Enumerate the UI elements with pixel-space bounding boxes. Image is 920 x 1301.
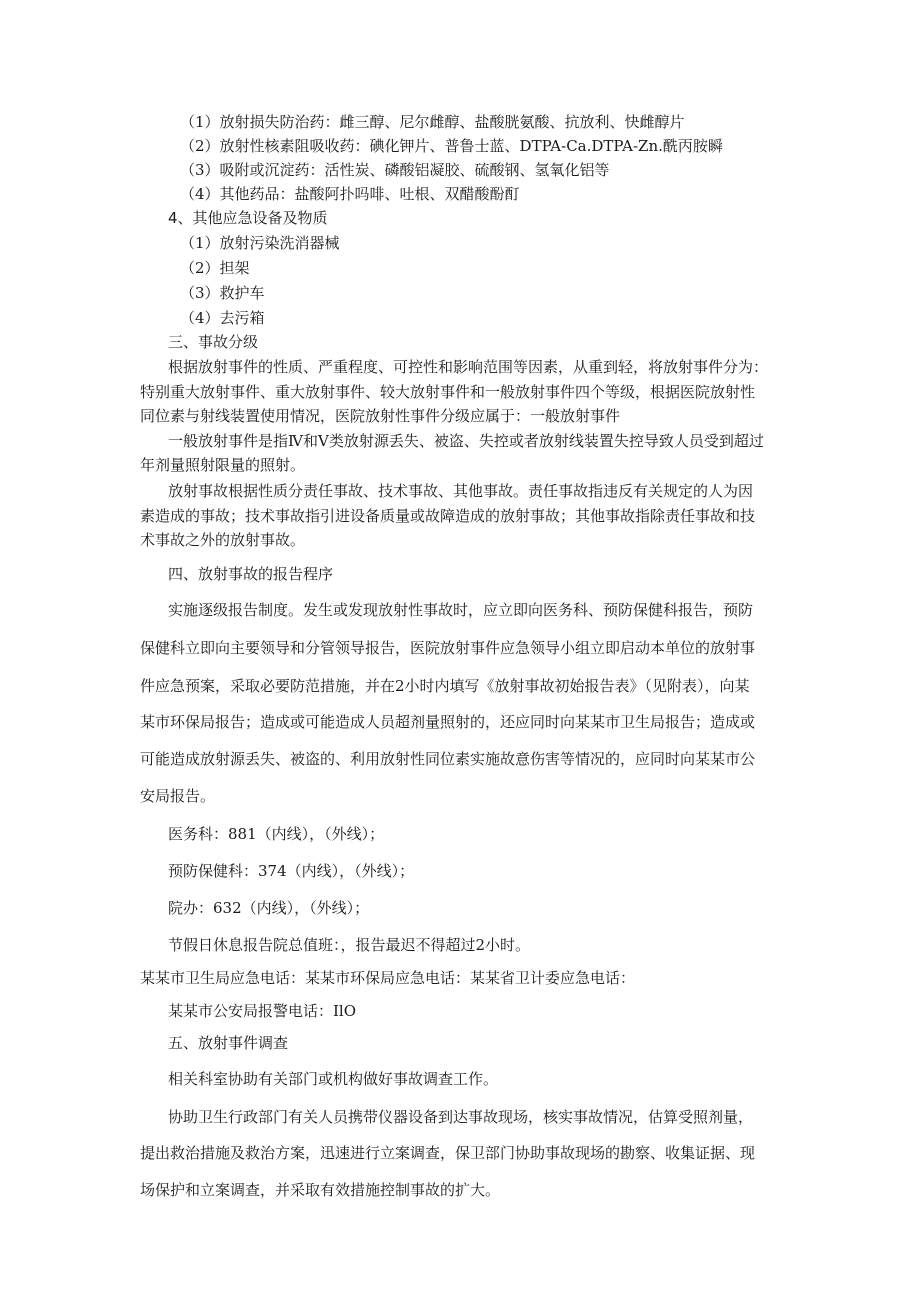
equipment-item-4: （4）去污箱 xyxy=(180,309,265,327)
section-3-p1-line-1: 根据放射事件的性质、严重程度、可控性和影响范围等因素，从重到轻，将放射事件分为： xyxy=(168,358,769,376)
section-5-p2-line-1: 协助卫生行政部门有关人员携带仪器设备到达事故现场，核实事故情况，估算受照剂量， xyxy=(168,1108,754,1126)
equipment-item-2: （2）担架 xyxy=(180,259,250,277)
section-4-p1-line-6: 安局报告。 xyxy=(140,787,216,805)
section-3-heading: 三、事故分级 xyxy=(168,333,259,351)
section-3-p1-line-3: 同位素与射线装置使用情况，医院放射性事件分级应属于：一般放射事件 xyxy=(140,407,621,425)
equipment-item-1: （1）放射污染洗消器械 xyxy=(180,234,340,252)
section-4-p1-line-4: 某市环保局报告；造成或可能造成人员超剂量照射的，还应同时向某某市卫生局报告；造成或 xyxy=(140,713,756,731)
section-3-p2-line-1: 一般放射事件是指Ⅳ和Ⅴ类放射源丢失、被盗、失控或者放射线装置失控导致人员受到超过 xyxy=(168,432,764,450)
drug-item-3: （3）吸附或沉淀药：活性炭、磷酸铝凝胶、硫酸钢、氢氧化铝等 xyxy=(180,161,610,179)
section-5-p2-line-2: 提出救治措施及救治方案，迅速进行立案调查，保卫部门协助事故现场的勘察、收集证据、现 xyxy=(140,1144,756,1162)
section-3-p1-line-2: 特别重大放射事件、重大放射事件、较大放射事件和一般放射事件四个等级，根据医院放射性 xyxy=(140,383,756,401)
drug-item-4: （4）其他药品：盐酸阿扑吗啡、吐根、双醋酸酚酊 xyxy=(180,185,520,203)
police-phone: 某某市公安局报警电话：IlO xyxy=(168,1002,357,1020)
section-5-p1: 相关科室协助有关部门或机构做好事故调查工作。 xyxy=(168,1070,499,1088)
section-4-p1-line-2: 保健科立即向主要领导和分管领导报告，医院放射事件应急领导小组立即启动本单位的放射事 xyxy=(140,639,756,657)
section-3-p3-line-1: 放射事故根据性质分责任事故、技术事故、其他事故。责任事故指违反有关规定的人为因 xyxy=(168,482,754,500)
contact-hospital-office: 院办：632（内线），（外线）； xyxy=(168,899,370,917)
drug-item-1: （1）放射损失防治药：雌三醇、尼尔雌醇、盐酸胱氨酸、抗放利、快雌醇片 xyxy=(180,113,685,131)
section-5-heading: 五、放射事件调查 xyxy=(168,1034,289,1052)
equipment-item-3: （3）救护车 xyxy=(180,284,265,302)
section-3-p3-line-3: 术事故之外的放射事故。 xyxy=(140,531,306,549)
contact-holiday-duty: 节假日休息报告院总值班：，报告最迟不得超过2小时。 xyxy=(168,936,531,954)
emergency-phones: 某某市卫生局应急电话：某某市环保局应急电话：某某省卫计委应急电话： xyxy=(140,969,636,987)
section-3-p2-line-2: 年剂量照射限量的照射。 xyxy=(140,456,306,474)
section-5-p2-line-3: 场保护和立案调查，并采取有效措施控制事故的扩大。 xyxy=(140,1181,501,1199)
section-4-p1-line-3: 件应急预案，采取必要防范措施，并在2小时内填写《放射事故初始报告表》（见附表），向某 xyxy=(140,677,750,695)
equipment-heading: 4、其他应急设备及物质 xyxy=(168,209,328,227)
contact-medical-affairs: 医务科：881（内线），（外线）； xyxy=(168,825,385,843)
section-3-p3-line-2: 素造成的事故；技术事故指引进设备质量或故障造成的放射事故；其他事故指除责任事故和技 xyxy=(140,507,756,525)
section-4-p1-line-5: 可能造成放射源丢失、被盗的、利用放射性同位素实施故意伤害等情况的，应同时向某某市公 xyxy=(140,750,756,768)
drug-item-2: （2）放射性核素阻吸收药：碘化钾片、普鲁士蓝、DTPA-Ca.DTPA-Zn.酰丙胺瞬 xyxy=(180,137,723,155)
section-4-heading: 四、放射事故的报告程序 xyxy=(168,565,334,583)
section-4-p1-line-1: 实施逐级报告制度。发生或发现放射性事故时，应立即向医务科、预防保健科报告，预防 xyxy=(168,601,754,619)
contact-preventive-care: 预防保健科：374（内线），（外线）； xyxy=(168,862,415,880)
